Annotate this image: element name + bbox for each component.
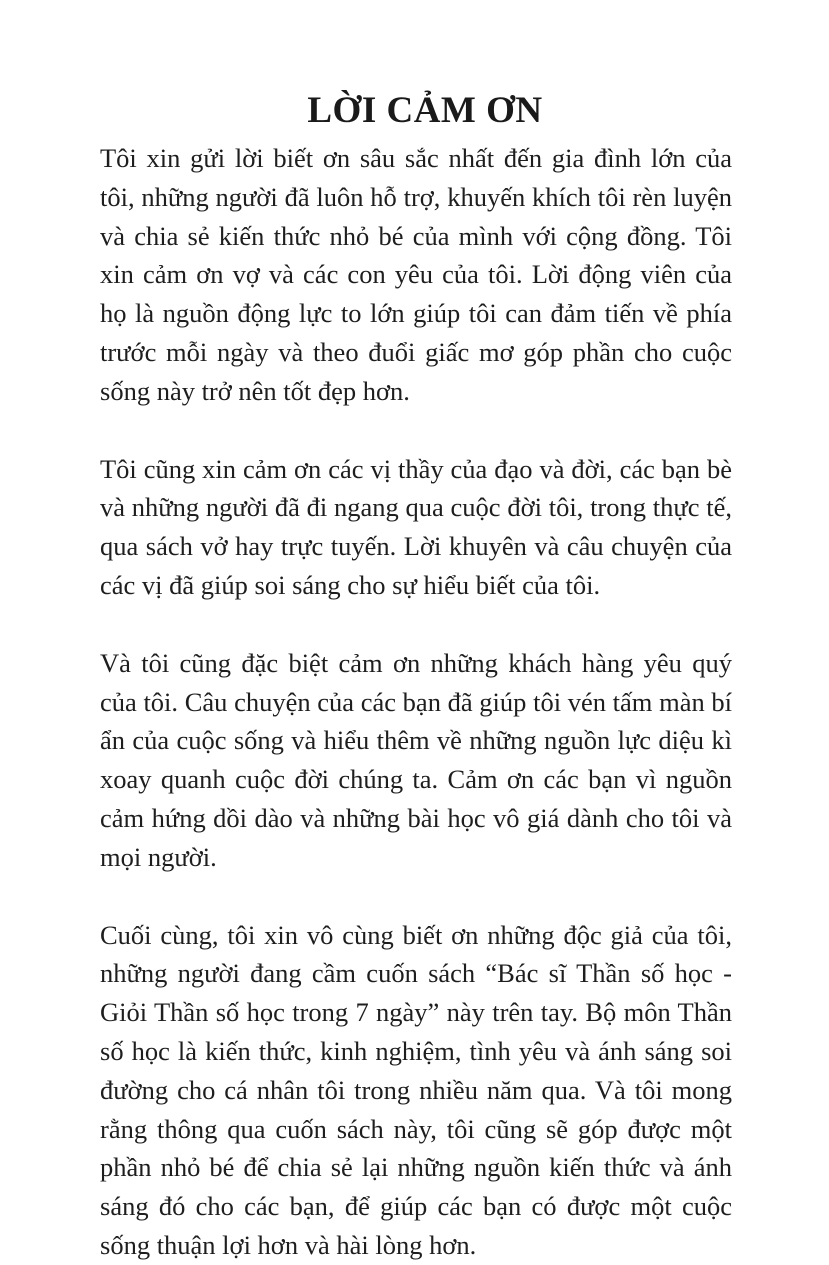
paragraph-family: Tôi xin gửi lời biết ơn sâu sắc nhất đến gia đình lớn của tôi, những người đã luôn hỗ trợ, khuyến khích tôi rèn luyện và chia sẻ kiến thức nhỏ bé của mình với cộng đồng. Tôi xin cảm ơn vợ và các con yêu của tôi. Lời động viên của họ là nguồn động lực to lớn giúp tôi can đảm tiến về phía trước mỗi ngày và theo đuổi giấc mơ góp phần cho cuộc sống này trở nên tốt đẹp hơn. bbox=[100, 143, 732, 406]
document-page bbox=[100, 85, 732, 1265]
paragraph-readers: Cuối cùng, tôi xin vô cùng biết ơn những độc giả của tôi, những người đang cầm cuốn sách “Bác sĩ Thần số học - Giỏi Thần số học trong 7 ngày” này trên tay. Bộ môn Thần số học là kiến thức, kinh nghiệm, tình yêu và ánh sáng soi đường cho cá nhân tôi trong nhiều năm qua. Và tôi mong rằng thông qua cuốn sách này, tôi cũng sẽ góp được một phần nhỏ bé để chia sẻ lại những nguồn kiến thức và ánh sáng đó cho các bạn, để giúp các bạn có được một cuộc sống thuận lợi hơn và hài lòng hơn. bbox=[100, 919, 732, 1260]
paragraph-clients: Và tôi cũng đặc biệt cảm ơn những khách hàng yêu quý của tôi. Câu chuyện của các bạn đã giúp tôi vén tấm màn bí ẩn của cuộc sống và hiểu thêm về những nguồn lực diệu kì xoay quanh cuộc đời chúng ta. Cảm ơn các bạn vì nguồn cảm hứng dồi dào và những bài học vô giá dành cho tôi và mọi người. bbox=[100, 647, 732, 872]
paragraph-teachers: Tôi cũng xin cảm ơn các vị thầy của đạo và đời, các bạn bè và những người đã đi ngang qua cuộc đời tôi, trong thực tế, qua sách vở hay trực tuyến. Lời khuyên và câu chuyện của các vị đã giúp soi sáng cho sự hiểu biết của tôi. bbox=[100, 453, 732, 600]
page-title: LỜI CẢM ƠN bbox=[307, 90, 543, 131]
